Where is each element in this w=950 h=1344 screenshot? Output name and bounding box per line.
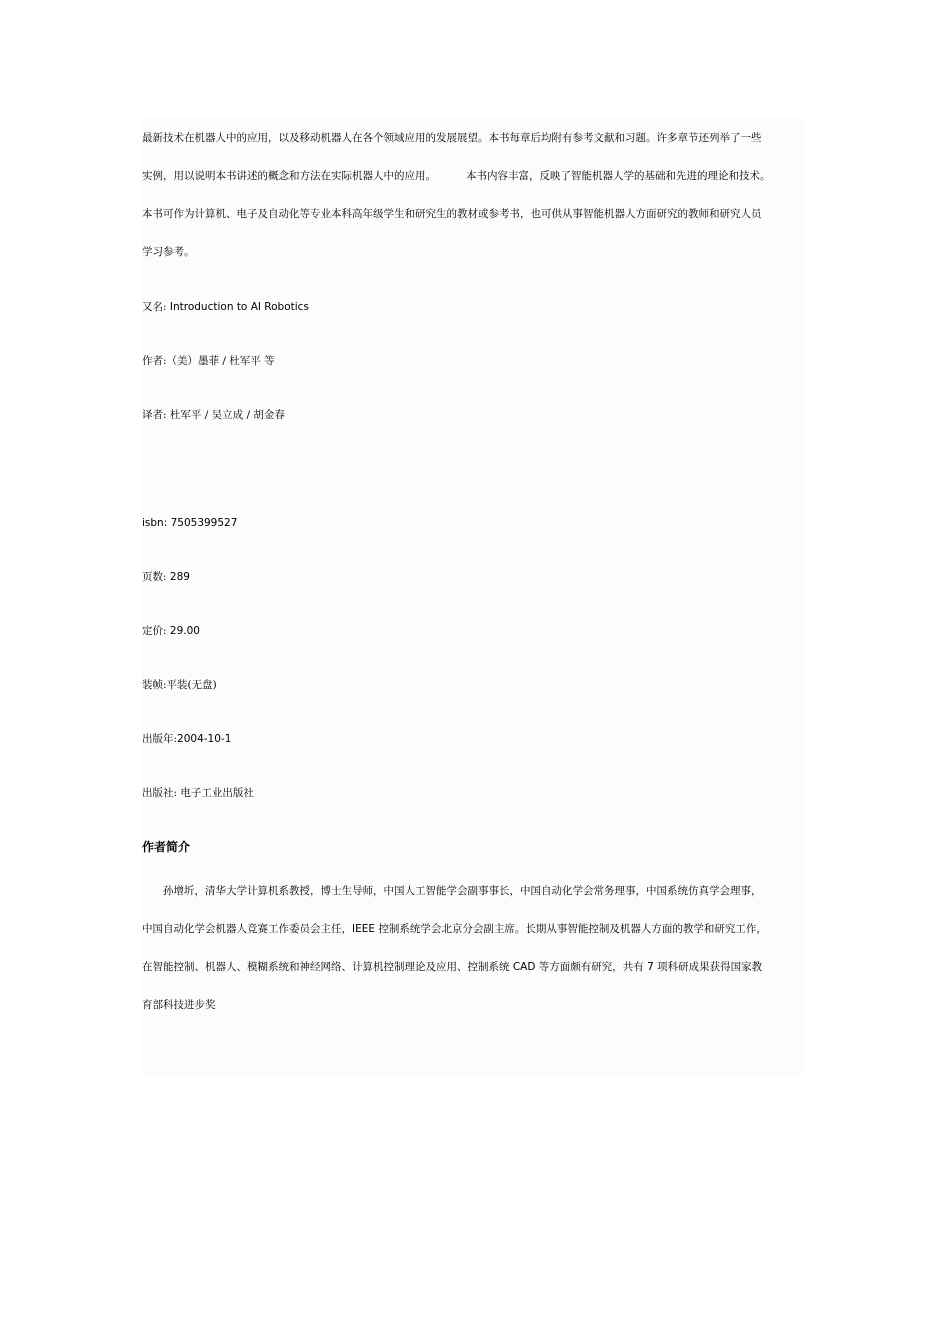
bio-text: 在智能控制、机器人、模糊系统和神经网络、计算机控制理论及应用、控制系统 — [142, 961, 510, 973]
field-label: 装帧: — [142, 679, 167, 691]
book-description — [142, 119, 805, 271]
publisher-field — [142, 784, 805, 802]
description-text: 本书内容丰富，反映了智能机器人学的基础和先进的理论和技术。 — [466, 170, 771, 182]
description-line — [142, 157, 805, 195]
bio-line — [142, 910, 805, 948]
binding-field — [142, 676, 805, 694]
author-intro-heading: 作者简介 — [142, 840, 191, 854]
author-value: （美）墨菲 / 杜军平 等 — [166, 355, 275, 367]
bio-text: 等方面颇有研究，共有 — [538, 961, 644, 973]
bio-text: 7 — [647, 961, 654, 973]
bio-line — [142, 948, 805, 986]
alt-title-value: Introduction to AI Robotics — [169, 301, 309, 313]
publisher-value: 电子工业出版社 — [180, 787, 254, 799]
field-label: 页数: — [142, 571, 167, 583]
pages-value: 289 — [169, 571, 190, 583]
bio-line: 育部科技进步奖 — [142, 999, 216, 1011]
description-line: 本书可作为计算机、电子及自动化等专业本科高年级学生和研究生的教材或参考书，也可供从事智能机器人方面研究的教师和研究人员 — [142, 208, 762, 220]
field-label: 译者: — [142, 409, 167, 421]
field-label: 出版社: — [142, 787, 178, 799]
isbn-value: 7505399527 — [170, 517, 238, 529]
bio-line: 孙增圻，清华大学计算机系教授，博士生导师，中国人工智能学会副事事长，中国自动化学会常务理事，中国系统仿真学会理事， — [163, 885, 762, 897]
bio-text: CAD — [512, 961, 536, 973]
bio-text: 项科研成果获得国家教 — [657, 961, 763, 973]
bio-text: 中国自动化学会机器人竞赛工作委员会主任， — [142, 923, 352, 935]
bio-text: IEEE — [352, 923, 375, 935]
pubdate-field — [142, 730, 805, 748]
book-detail-panel — [142, 118, 805, 1075]
field-label: 定价: — [142, 625, 167, 637]
price-field — [142, 622, 805, 640]
bio-text: 控制系统学会北京分会副主席。长期从事智能控制及机器人方面的教学和研究工作， — [378, 923, 767, 935]
field-label: 又名: — [142, 301, 167, 313]
translator-value: 杜军平 / 吴立成 / 胡金春 — [169, 409, 285, 421]
field-label: 作者: — [142, 355, 167, 367]
alt-title-field — [142, 298, 805, 316]
field-label: 出版年: — [142, 733, 178, 745]
author-field — [142, 352, 805, 370]
description-line: 最新技术在机器人中的应用，以及移动机器人在各个领域应用的发展展望。本书每章后均附有参考文献和习题。许多章节还列举了一些 — [142, 132, 762, 144]
pubdate-value: 2004-10-1 — [177, 733, 232, 745]
binding-value: 平装(无盘) — [166, 679, 217, 691]
author-intro-text — [142, 872, 805, 1024]
isbn-field — [142, 514, 805, 532]
description-text: 实例，用以说明本书讲述的概念和方法在实际机器人中的应用。 — [142, 170, 436, 182]
translator-field — [142, 406, 805, 424]
field-label: isbn: — [142, 517, 168, 529]
description-line: 学习参考。 — [142, 246, 195, 258]
price-value: 29.00 — [169, 625, 200, 637]
pages-field — [142, 568, 805, 586]
